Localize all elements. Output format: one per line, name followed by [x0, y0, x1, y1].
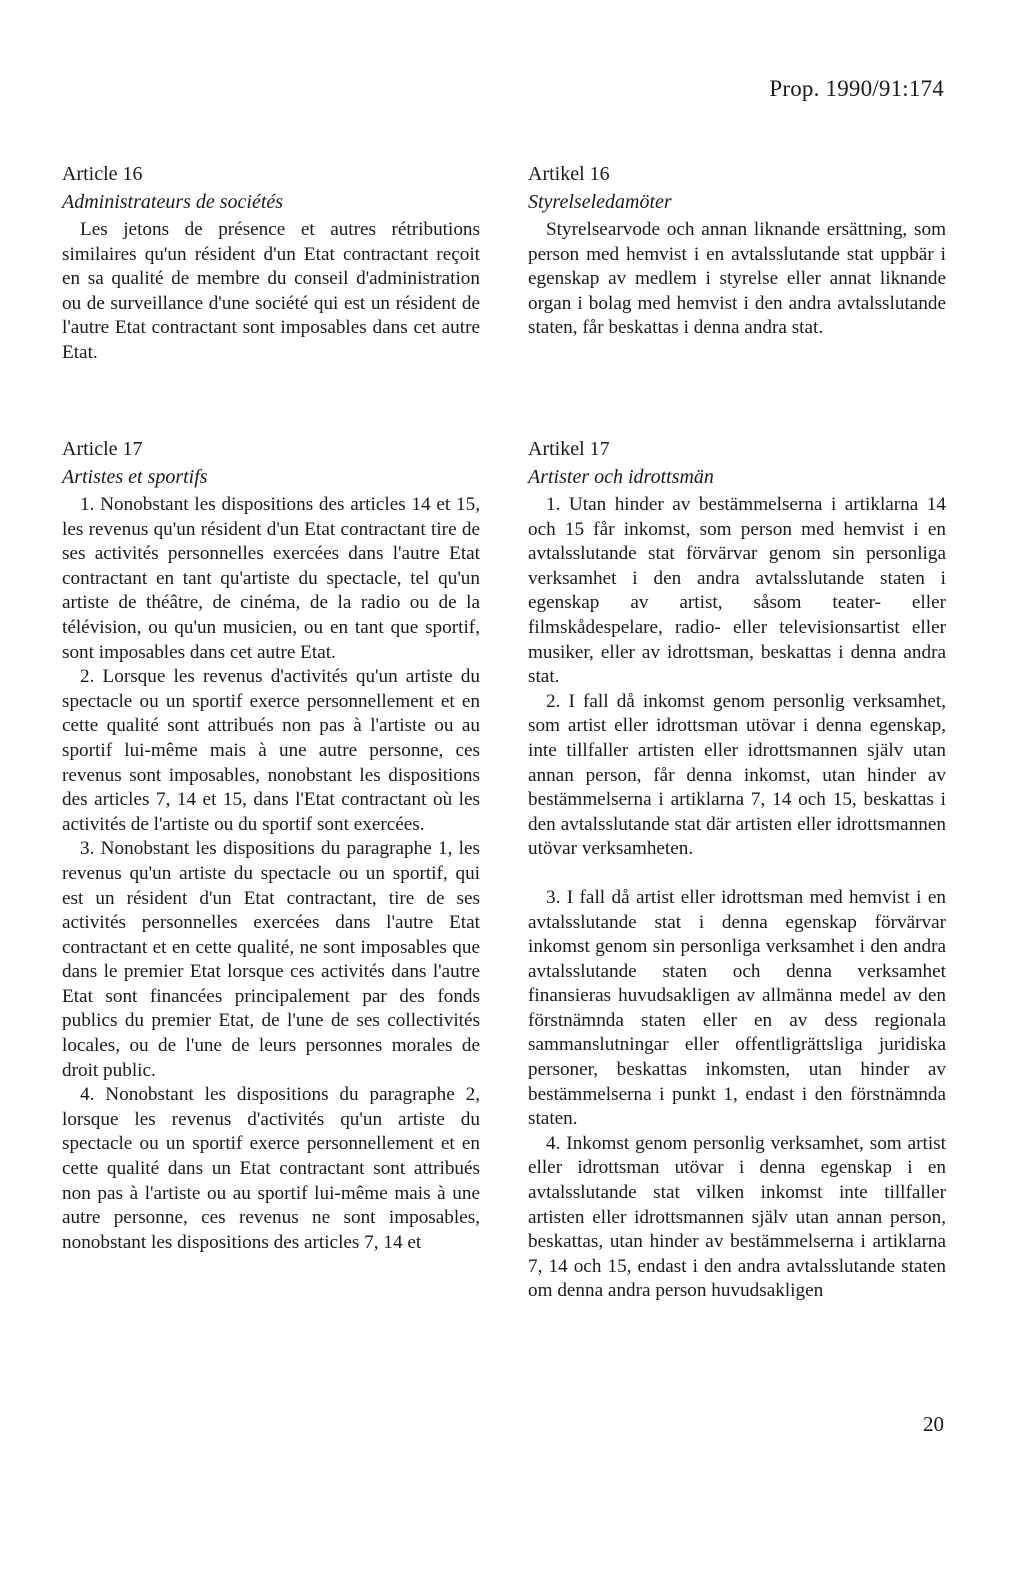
article-heading: Artikel 16: [528, 163, 610, 185]
swedish-article-16: [528, 162, 946, 341]
french-article-16: [62, 162, 480, 366]
article-heading: Artikel 17: [528, 438, 610, 460]
page-number: 20: [923, 1412, 944, 1436]
article-paragraph: 4. Nonobstant les dispositions du paragraphe 2, lorsque les revenus d'activités qu'un artiste du spectacle ou un sportif exerce personnellement et en cette qualité dans un Etat contractant sont attribués non pas à l'artiste ou au sportif lui-même mais à une autre personne, ces revenus ne sont imposables, nonobstant les dispositions des articles 7, 14 et: [62, 1084, 480, 1253]
article-paragraph: Styrelsearvode och annan liknande ersättning, som person med hemvist i en avtalsslutande stat uppbär i egenskap av medlem i styrelse eller annat liknande organ i bolag med hemvist i den andra avtalsslutande staten, får beskattas i denna andra stat.: [528, 219, 946, 339]
article-subheading: Artistes et sportifs: [62, 466, 208, 488]
article-paragraph: 2. I fall då inkomst genom personlig verksamhet, som artist eller idrottsman utövar i denna egenskap, inte tillfaller artisten eller idrottsmannen själv utan annan person, får denna inkomst, utan hinder av bestämmelserna i artiklarna 7, 14 och 15, beskattas i den avtalsslutande stat där artisten eller idrottsmannen utövar verksamheten.: [528, 690, 946, 860]
article-subheading: Artister och idrottsmän: [528, 466, 714, 488]
paragraph-spacer: [528, 862, 946, 886]
article-paragraph: 3. I fall då artist eller idrottsman med hemvist i en avtalsslutande stat i denna egenskap förvärvar inkomst genom sin personliga verksamhet i den andra avtalsslutande staten och denna verksamhet finansieras huvudsakligen av allmänna medel av den förstnämnda staten eller en av dess regionala sammanslutningar eller offentligrättsliga juridiska personer, beskattas inkomsten, utan hinder av bestämmelserna i punkt 1, endast i den förstnämnda staten.: [528, 886, 946, 1130]
document-reference: Prop. 1990/91:174: [769, 76, 944, 101]
article-subheading: Styrelseledamöter: [528, 191, 672, 213]
article-paragraph: 3. Nonobstant les dispositions du paragraphe 1, les revenus qu'un artiste du spectacle ou un sportif, qui est un résident d'un Etat contractant, tire de ses activités personnelles exercées dans l'autre Etat contractant et en cette qualité, ne sont imposables que dans le premier Etat lorsque ces activités dans l'autre Etat sont financées principalement par des fonds publics du premier Etat, de l'une de ses collectivités locales, ou de l'une de leurs personnes morales de droit public.: [62, 838, 480, 1081]
article-paragraph: 1. Utan hinder av bestämmelserna i artiklarna 14 och 15 får inkomst, som person med hemvist i en avtalsslutande stat förvärvar genom sin personliga verksamhet i den andra avtalsslutande staten i egenskap av artist, såsom teater- eller filmskådespelare, radio- eller televisionsartist eller musiker, eller av idrottsman, beskattas i denna andra stat.: [528, 494, 946, 688]
french-article-17: [62, 437, 480, 1255]
swedish-article-17: [528, 437, 946, 1304]
article-paragraph: Les jetons de présence et autres rétributions similaires qu'un résident d'un Etat contractant reçoit en sa qualité de membre du conseil d'administration ou de surveillance d'une société qui est un résident de l'autre Etat contractant sont imposables dans cet autre Etat.: [62, 219, 480, 363]
article-paragraph: 2. Lorsque les revenus d'activités qu'un artiste du spectacle ou un sportif exerce personnellement et en cette qualité sont attribués non pas à l'artiste ou au sportif lui-même mais à une autre personne, ces revenus sont imposables, nonobstant les dispositions des articles 7, 14 et 15, dans l'Etat contractant où les activités de l'artiste ou du sportif sont exercées.: [62, 666, 480, 835]
article-subheading: Administrateurs de sociétés: [62, 191, 284, 213]
article-heading: Article 17: [62, 438, 143, 460]
article-heading: Article 16: [62, 163, 143, 185]
article-paragraph: 1. Nonobstant les dispositions des articles 14 et 15, les revenus qu'un résident d'un Etat contractant tire de ses activités personnelles exercées dans l'autre Etat contractant en tant qu'artiste du spectacle, tel qu'un artiste de théâtre, de cinéma, de la radio ou de la télévision, ou qu'un musicien, ou en tant que sportif, sont imposables dans cet autre Etat.: [62, 494, 480, 663]
article-paragraph: 4. Inkomst genom personlig verksamhet, som artist eller idrottsman utövar i denna egenskap i en avtalsslutande stat vilken inkomst inte tillfaller artisten eller idrottsmannen själv utan annan person, beskattas, utan hinder av bestämmelserna i artiklarna 7, 14 och 15, endast i den andra avtalsslutande staten om denna andra person huvudsakligen: [528, 1132, 946, 1302]
